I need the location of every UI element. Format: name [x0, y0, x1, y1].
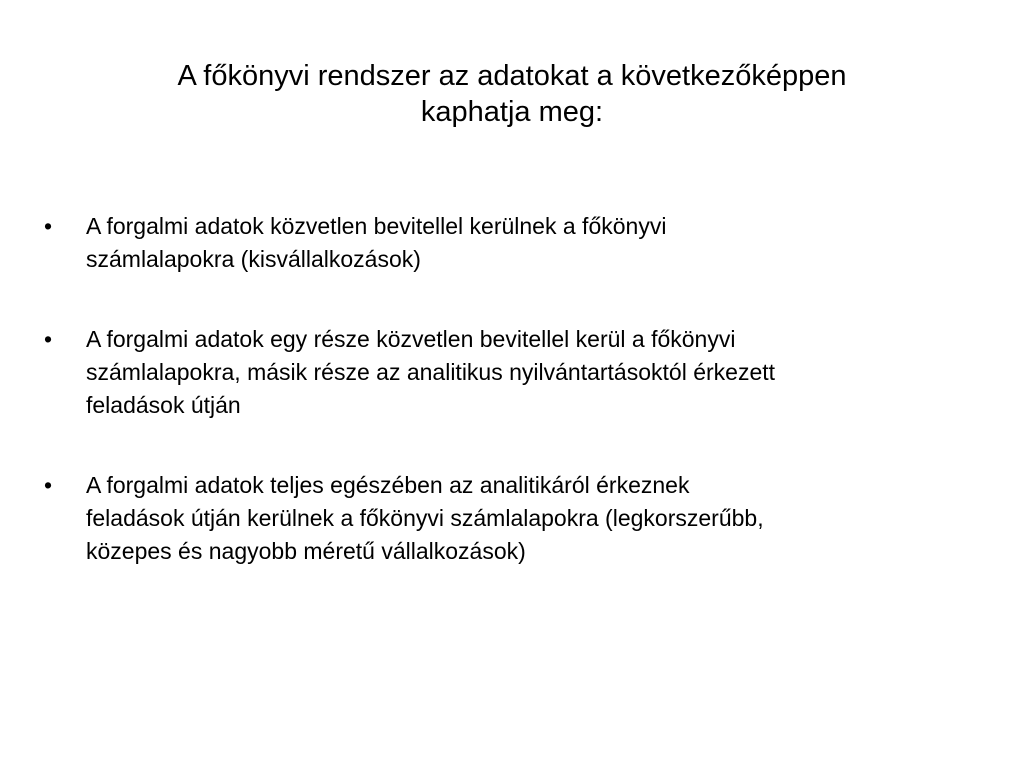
- bullet-marker: •: [44, 472, 53, 498]
- bullet-marker: •: [44, 326, 53, 352]
- bullet-line: A forgalmi adatok teljes egészében az analitikáról érkeznek: [86, 472, 690, 498]
- bullet-line: A forgalmi adatok közvetlen bevitellel kerülnek a főkönyvi: [86, 213, 667, 239]
- bullet-text: [86, 469, 964, 568]
- bullet-text: [86, 323, 964, 422]
- slide-title-line: A főkönyvi rendszer az adatokat a következőképpen: [177, 60, 847, 92]
- bullet-item-partial-entry: [44, 323, 964, 422]
- bullet-text: [86, 210, 964, 276]
- bullet-line: feladások útján kerülnek a főkönyvi számlalapokra (legkorszerűbb,: [86, 505, 764, 531]
- slide-title: [100, 58, 924, 130]
- bullet-line: számlalapokra, másik része az analitikus nyilvántartásoktól érkezett: [86, 359, 776, 385]
- slide-title-line: kaphatja meg:: [420, 96, 604, 128]
- bullet-line: A forgalmi adatok egy része közvetlen bevitellel kerül a főkönyvi: [86, 326, 736, 352]
- bullet-item-direct-entry: [44, 210, 964, 276]
- bullet-line: közepes és nagyobb méretű vállalkozások): [86, 538, 526, 564]
- bullet-line: feladások útján: [86, 392, 241, 418]
- bullet-item-analytic-postings: [44, 469, 964, 568]
- bullet-list: [44, 210, 964, 615]
- bullet-marker: •: [44, 213, 53, 239]
- bullet-line: számlalapokra (kisvállalkozások): [86, 246, 421, 272]
